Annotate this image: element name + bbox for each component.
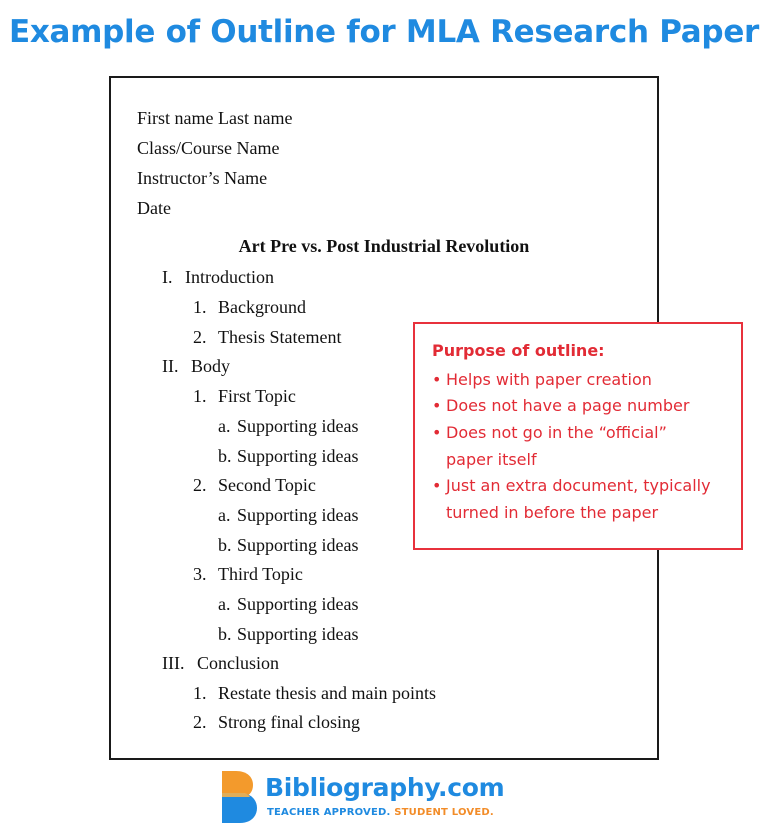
outline-text: Introduction: [185, 267, 274, 287]
outline-item: [193, 683, 436, 704]
bullet-text: Helps with paper creation: [446, 370, 652, 389]
outline-marker: 2.: [193, 327, 207, 347]
outline-item: [218, 594, 359, 615]
outline-text: Conclusion: [197, 653, 280, 673]
brand-tagline: [267, 807, 494, 818]
outline-text: Thesis Statement: [218, 327, 342, 347]
outline-marker: b.: [218, 535, 232, 555]
outline-text: Supporting ideas: [237, 594, 359, 614]
outline-text: Supporting ideas: [237, 535, 359, 555]
outline-marker: a.: [218, 594, 231, 614]
outline-item: [218, 505, 359, 526]
outline-item: [193, 386, 296, 407]
heading-course: Class/Course Name: [137, 138, 280, 158]
outline-item: [218, 624, 359, 645]
heading-name: First name Last name: [137, 108, 293, 128]
page-title: Example of Outline for MLA Research Paper: [8, 14, 760, 50]
outline-marker: II.: [162, 356, 179, 376]
outline-item: [162, 267, 274, 288]
outline-text: Supporting ideas: [237, 446, 359, 466]
outline-marker: b.: [218, 624, 232, 644]
outline-marker: I.: [162, 267, 173, 287]
outline-text: Supporting ideas: [237, 416, 359, 436]
callout-title: Purpose of outline:: [432, 341, 605, 360]
callout-bullet: [432, 473, 737, 526]
outline-marker: 1.: [193, 683, 207, 703]
outline-marker: 1.: [193, 386, 207, 406]
paper-title: Art Pre vs. Post Industrial Revolution: [238, 236, 530, 256]
outline-item: [162, 356, 230, 377]
outline-text: First Topic: [218, 386, 296, 406]
outline-marker: 1.: [193, 297, 207, 317]
outline-item: [218, 446, 359, 467]
outline-item: [193, 297, 306, 318]
callout-bullet: [432, 367, 737, 394]
outline-marker: 2.: [193, 475, 207, 495]
purpose-callout: [413, 322, 743, 550]
outline-marker: III.: [162, 653, 185, 673]
bullet-icon: •: [432, 396, 442, 415]
outline-item: [218, 416, 359, 437]
outline-text: Restate thesis and main points: [218, 683, 436, 703]
outline-item: [218, 535, 359, 556]
bullet-icon: •: [432, 370, 442, 389]
bullet-text-continued: paper itself: [446, 449, 537, 469]
outline-item: [193, 712, 360, 733]
bullet-icon: •: [432, 423, 442, 442]
tagline-part-2: STUDENT LOVED.: [394, 807, 494, 818]
outline-item: [193, 475, 316, 496]
outline-item: [162, 653, 279, 674]
callout-bullet: [432, 420, 737, 473]
heading-date: Date: [137, 198, 171, 218]
bullet-text: Just an extra document, typically: [446, 476, 711, 495]
outline-marker: a.: [218, 505, 231, 525]
outline-text: Supporting ideas: [237, 505, 359, 525]
outline-text: Body: [191, 356, 231, 376]
outline-text: Strong final closing: [218, 712, 360, 732]
outline-item: [193, 327, 341, 348]
outline-marker: a.: [218, 416, 231, 436]
bullet-icon: •: [432, 476, 442, 495]
bibliography-logo-icon: [218, 771, 258, 823]
brand-footer: [218, 771, 548, 825]
outline-item: [193, 564, 303, 585]
outline-marker: 2.: [193, 712, 207, 732]
outline-marker: 3.: [193, 564, 207, 584]
bullet-text: Does not go in the “official”: [446, 423, 667, 442]
outline-text: Background: [218, 297, 306, 317]
bullet-text-continued: turned in before the paper: [446, 502, 659, 522]
bullet-text: Does not have a page number: [446, 396, 690, 415]
callout-bullet: [432, 393, 737, 420]
heading-instructor: Instructor’s Name: [137, 168, 268, 188]
outline-text: Supporting ideas: [237, 624, 359, 644]
outline-text: Third Topic: [218, 564, 303, 584]
brand-name: Bibliography.com: [265, 773, 505, 802]
tagline-part-1: TEACHER APPROVED.: [267, 807, 391, 818]
outline-text: Second Topic: [218, 475, 316, 495]
outline-marker: b.: [218, 446, 232, 466]
